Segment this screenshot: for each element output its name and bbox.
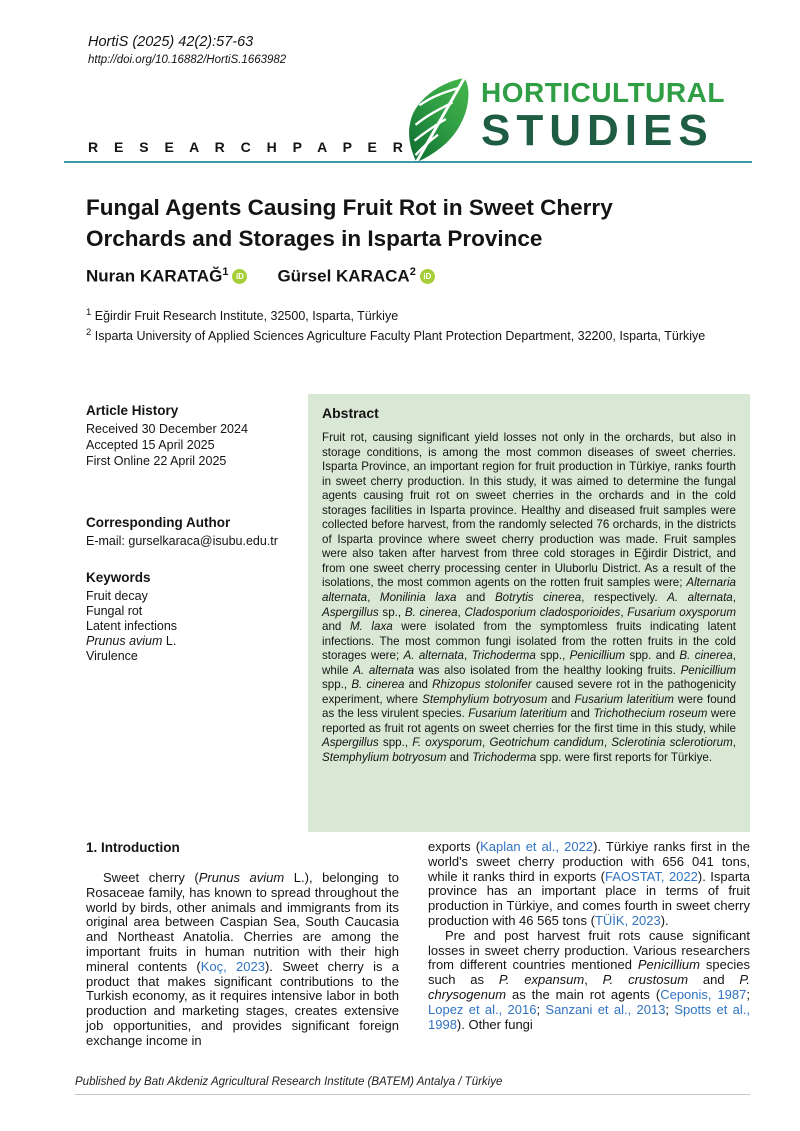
author-2-name: Gürsel KARACA xyxy=(277,266,410,286)
journal-logo xyxy=(402,76,725,164)
abstract-heading: Abstract xyxy=(322,405,379,421)
text-segment: , respectively. xyxy=(581,591,668,605)
text-segment: Aspergillus xyxy=(322,736,379,750)
text-segment: ). Isparta province has an important place in terms of fruit production in Türkiye, and comes fourth in sweet cherry production with 46 565 tons ( xyxy=(428,868,751,928)
logo-wordmark-studies: STUDIES xyxy=(481,106,714,155)
citation-link[interactable]: TÜİK, 2023 xyxy=(594,912,661,928)
author-1-affiliation-sup: 1 xyxy=(222,266,229,278)
text-segment: and xyxy=(567,707,594,721)
text-segment: Penicillium xyxy=(637,957,700,973)
affiliations xyxy=(86,305,750,344)
text-segment: , xyxy=(463,649,472,663)
text-segment: Fruit decay xyxy=(86,589,148,603)
text-segment: Sclerotinia sclerotiorum xyxy=(611,736,733,750)
text-segment: P. expansum xyxy=(498,972,585,988)
text-segment: were found as the less virulent species. xyxy=(322,692,737,721)
text-segment: B. cinerea xyxy=(351,678,405,692)
keyword-item xyxy=(86,604,285,619)
text-segment: species such as xyxy=(428,957,750,988)
history-first-online: First Online 22 April 2025 xyxy=(86,454,227,468)
text-segment: L.), belonging to Rosaceae family, has known to spread throughout the world by birds, other animals and immigrants from its original area between Caspian Sea, South Caucasia and Northeast Anatolia. Cherries are among the important fruits in human nutrition with their high mineral contents ( xyxy=(86,870,399,974)
author-2 xyxy=(277,266,434,287)
citation-link[interactable]: FAOSTAT, 2022 xyxy=(605,868,698,884)
text-segment: spp., xyxy=(322,678,352,692)
corresponding-author-heading: Corresponding Author xyxy=(86,514,231,530)
text-segment: ; xyxy=(536,1001,546,1017)
citation-link[interactable]: Ceponis, 1987 xyxy=(660,986,747,1002)
text-segment: Stemphylium botryosum xyxy=(422,692,548,706)
text-segment: , xyxy=(584,972,603,988)
text-segment: A. alternata xyxy=(667,591,733,605)
keyword-item xyxy=(86,619,285,634)
header-divider xyxy=(64,161,752,163)
text-segment: Fungal rot xyxy=(86,604,143,618)
text-segment: M. laxa xyxy=(349,620,393,634)
text-segment: , xyxy=(603,736,612,750)
text-segment: Virulence xyxy=(86,649,138,663)
abstract-text xyxy=(322,431,736,766)
affiliation-1-text: Eğirdir Fruit Research Institute, 32500, Isparta, Türkiye xyxy=(91,309,399,324)
text-segment: Prunus avium xyxy=(86,634,163,648)
text-segment: B. cinerea xyxy=(404,605,458,619)
body-columns xyxy=(86,840,750,1049)
introduction-paragraph-2 xyxy=(428,929,750,1033)
text-segment: Stemphylium botryosum xyxy=(322,751,447,765)
text-segment: and xyxy=(404,678,433,692)
text-segment: and xyxy=(547,692,575,706)
text-segment: , xyxy=(732,736,736,750)
abstract-box xyxy=(308,394,750,832)
text-segment: Trichoderma xyxy=(471,649,536,663)
text-segment: P. crustosum xyxy=(602,972,689,988)
text-segment: B. cinerea xyxy=(679,649,733,663)
publisher-note: Published by Batı Akdeniz Agricultural Research Institute (BATEM) Antalya / Türkiye xyxy=(75,1076,503,1088)
keyword-item xyxy=(86,589,285,604)
text-segment: and xyxy=(688,972,740,988)
history-accepted: Accepted 15 April 2025 xyxy=(86,438,215,452)
text-segment: , while xyxy=(322,649,736,677)
text-segment: was also isolated from the healthy looking fruits. xyxy=(414,663,681,677)
text-segment: Trichoderma xyxy=(472,751,537,765)
history-received: Received 30 December 2024 xyxy=(86,422,248,436)
orcid-icon[interactable]: iD xyxy=(232,269,247,284)
author-1 xyxy=(86,266,247,287)
text-segment: as the main rot agents ( xyxy=(506,986,661,1002)
article-history-heading: Article History xyxy=(86,403,179,418)
text-segment: ). xyxy=(660,912,669,928)
introduction-paragraph-1-continued xyxy=(428,840,750,929)
info-abstract-row xyxy=(86,394,750,832)
text-segment: exports ( xyxy=(428,839,481,854)
text-segment: Fusarium oxysporum xyxy=(627,605,736,619)
text-segment: Pre and post harvest fruit rots cause significant losses in sweet cherry production. Various researchers from different countries mentioned xyxy=(428,927,750,973)
paper-type-label: R E S E A R C H P A P E R xyxy=(88,139,409,155)
affiliation-1 xyxy=(86,305,750,325)
text-segment: Alternaria alternata xyxy=(322,576,736,605)
article-title: Fungal Agents Causing Fruit Rot in Sweet Cherry Orchards and Storages in Isparta Province xyxy=(86,195,613,251)
footer xyxy=(75,1076,750,1095)
text-segment: A. alternata xyxy=(353,663,415,677)
logo-wordmark xyxy=(481,76,725,164)
affiliation-1-sup: 1 xyxy=(86,307,92,318)
text-segment: Fusarium lateritium xyxy=(574,692,674,706)
logo-wordmark-horticultural: HORTICULTURAL xyxy=(481,77,725,108)
body-column-right xyxy=(428,840,750,1049)
keywords-heading: Keywords xyxy=(86,570,151,585)
citation-link[interactable]: Koç, 2023 xyxy=(200,958,265,974)
text-segment: ; xyxy=(665,1001,675,1017)
corresponding-author-email: E-mail: gurselkaraca@isubu.edu.tr xyxy=(86,533,278,548)
text-segment: spp., xyxy=(535,649,570,663)
affiliation-2-text: Isparta University of Applied Sciences Agriculture Faculty Plant Protection Department, 32200, Isparta, Türkiye xyxy=(91,328,706,343)
text-segment: Prunus avium xyxy=(198,870,285,885)
doi-link[interactable]: http://doi.org/10.16882/HortiS.1663982 xyxy=(88,54,287,66)
introduction-paragraph-1 xyxy=(86,871,399,1049)
text-segment: Latent infections xyxy=(86,619,178,633)
text-segment: , xyxy=(367,591,380,605)
text-segment: and xyxy=(322,620,350,634)
text-segment: Sweet cherry ( xyxy=(103,870,199,885)
orcid-icon[interactable]: iD xyxy=(420,269,435,284)
citation-link[interactable]: Sanzani et al., 2013 xyxy=(545,1001,666,1017)
citation-link[interactable]: Kaplan et al., 2022 xyxy=(480,839,594,854)
text-segment: L. xyxy=(162,634,177,648)
masthead xyxy=(88,34,286,66)
citation-link[interactable]: Lopez et al., 2016 xyxy=(428,1001,537,1017)
text-segment: F. oxysporum xyxy=(412,736,482,750)
introduction-heading: 1. Introduction xyxy=(86,840,180,855)
text-segment: Penicillium xyxy=(569,649,626,663)
text-segment: , xyxy=(457,605,465,619)
text-segment: Fusarium lateritium xyxy=(468,707,568,721)
text-segment: ). Sweet cherry is a product that makes significant contributions to the Turkish economy, as it requires intensive labor in both production and marketing stages, creates extensive job opportunities, and provides significant foreign exchange income in xyxy=(86,958,400,1048)
affiliation-2 xyxy=(86,325,750,345)
text-segment: caused severe rot in the pathogenicity experiment, where xyxy=(322,678,736,706)
text-segment: and xyxy=(446,751,473,765)
text-segment: Monilinia laxa xyxy=(379,591,457,605)
text-segment: ; xyxy=(746,986,750,1002)
affiliation-2-sup: 2 xyxy=(86,326,92,338)
text-segment: P. chrysogenum xyxy=(428,972,750,1002)
journal-citation: HortiS (2025) 42(2):57-63 xyxy=(88,34,254,50)
text-segment: Aspergillus xyxy=(322,605,379,619)
text-segment: and xyxy=(456,591,495,605)
text-segment: ). Türkiye ranks first in the world's sweet cherry production with 656 041 tons, while it ranks third in exports ( xyxy=(428,839,750,884)
text-segment: Rhizopus stolonifer xyxy=(432,678,532,692)
text-segment: Geotrichum candidum xyxy=(489,736,604,750)
text-segment: , xyxy=(620,605,628,619)
text-segment: Botrytis cinerea xyxy=(494,591,582,605)
text-segment: Fruit rot, causing significant yield losses not only in the orchards, but also in storage conditions, is among the most common diseases of sweet cherries. Isparta Province, an important region for fruit production in Türkiye, ranks fourth in sweet cherry production. In this study, it was aimed to determine the fungal agents causing fruit rot on sweet cherries in the orchards and in the cold storages facilities in Isparta province. Healthy and diseased fruit samples were collected before harvest, from the randomly selected 76 orchards, in the districts of Isparta province where sweet cherry production was made. Fruit samples were also taken after harvest from three cold storages in Eğirdir District, and from one sweet cherry processing center in Uluborlu District. As a result of the isolations, the most common agents on the rotten fruit samples were; xyxy=(322,431,736,590)
text-segment: sp., xyxy=(378,605,405,619)
text-segment: were isolated from the symptomless fruits indicating latent infections. The most common fungi isolated from the rotten fruits in the cold storages were; xyxy=(322,620,736,663)
author-2-affiliation-sup: 2 xyxy=(409,266,416,278)
text-segment: spp. and xyxy=(625,649,680,663)
keyword-item xyxy=(86,634,285,649)
text-segment: Cladosporium cladosporioides xyxy=(464,605,621,619)
text-segment: Penicillium xyxy=(680,663,736,677)
text-segment: , xyxy=(732,591,736,605)
text-segment: ). Other fungi xyxy=(456,1016,533,1032)
author-1-name: Nuran KARATAĞ xyxy=(86,266,223,286)
leaf-icon xyxy=(402,76,474,164)
body-column-left xyxy=(86,840,399,1049)
citation-link[interactable]: Spotts et al., 1998 xyxy=(428,1001,751,1032)
text-segment: A. alternata xyxy=(403,649,464,663)
text-segment: spp. were first reports for Türkiye. xyxy=(536,751,713,765)
text-segment: were reported as fruit rot agents on sweet cherries for the first time in this study, while xyxy=(322,707,737,735)
article-info-sidebar xyxy=(86,394,285,664)
keyword-item xyxy=(86,649,285,664)
text-segment: spp., xyxy=(378,736,413,750)
text-segment: , xyxy=(482,736,490,750)
authors-row xyxy=(86,266,435,287)
text-segment: Trichothecium roseum xyxy=(593,707,708,721)
